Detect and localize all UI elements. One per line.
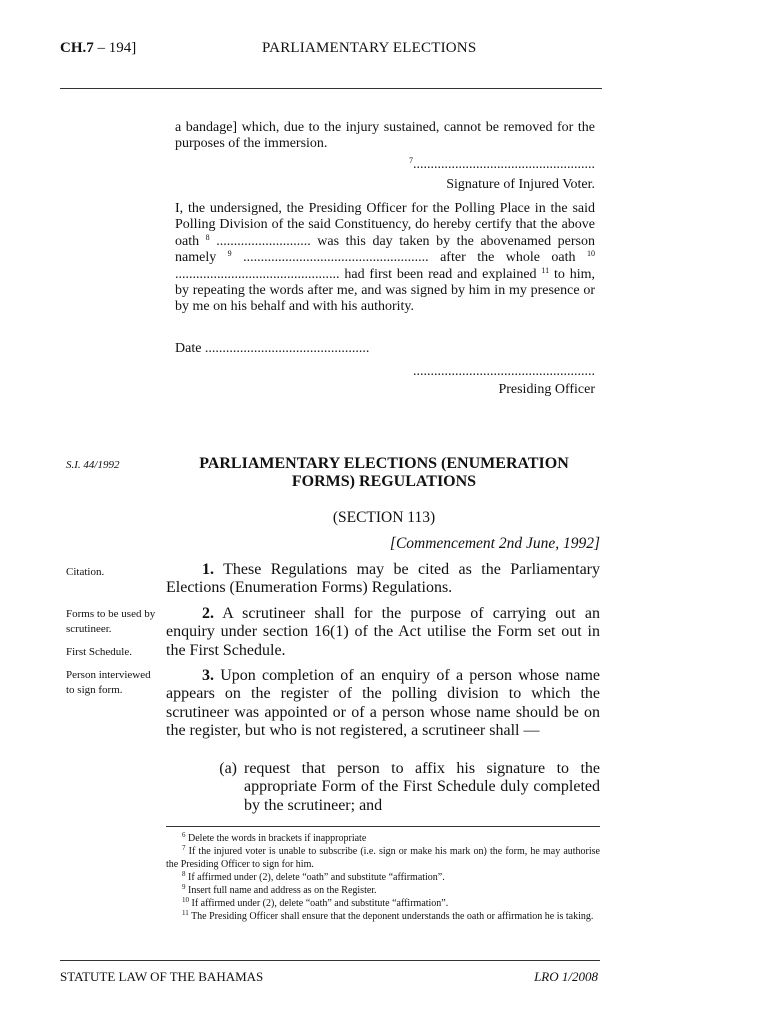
margin-note-citation: Citation. — [66, 566, 105, 578]
footnote-text: If the injured voter is unable to subscribe (i.e. sign or make his mark on) the form, he may authorise the Presiding Officer to sign for him. — [166, 846, 600, 870]
footnote-ref-9: 9 — [227, 249, 232, 259]
footnotes — [166, 832, 600, 923]
item-a-label: (a) — [219, 760, 237, 777]
margin-note-forms-used: Forms to be used by scrutineer. — [66, 608, 156, 635]
date-line: Date ............................................... — [175, 341, 370, 356]
margin-note-person-interviewed: Person interviewed to sign form. — [66, 669, 151, 696]
regulation-2-number: 2. — [202, 605, 214, 622]
regulation-1 — [166, 561, 600, 598]
presiding-officer-certificate — [175, 201, 595, 316]
footnote-9 — [166, 884, 600, 897]
page-reference: – 194] — [93, 40, 137, 56]
regulation-3-item-a — [166, 760, 600, 815]
regulation-1-number: 1. — [202, 561, 214, 578]
running-header-title: PARLIAMENTARY ELECTIONS — [262, 40, 477, 56]
footnote-number: 11 — [182, 909, 189, 917]
margin-note-si: S.I. 44/1992 — [66, 459, 120, 471]
footnote-8 — [166, 871, 600, 884]
running-header-chapter — [60, 40, 136, 57]
regulation-3-number: 3. — [202, 667, 214, 684]
footnote-ref-10: 10 — [587, 249, 595, 259]
footnote-ref-7: 7 — [409, 156, 413, 165]
regulation-2 — [166, 605, 600, 660]
presiding-officer-label: Presiding Officer — [498, 382, 595, 397]
footer-revision: LRO 1/2008 — [534, 969, 598, 984]
certificate-text-5: to him, by repeating the words after me, and was signed by him in my presence or by me on his behalf and with his authority. — [175, 266, 596, 315]
footnote-text: If affirmed under (2), delete “oath” and substitute “affirmation”. — [185, 872, 445, 883]
voter-signature-label: Signature of Injured Voter. — [446, 177, 595, 192]
footnote-ref-11: 11 — [541, 265, 550, 275]
signature-dots: .................................................... — [413, 157, 595, 172]
footnote-text: Delete the words in brackets if inappropriate — [185, 833, 367, 844]
oath-form-opening-text: a bandage] which, due to the injury sustained, cannot be removed for the purposes of the immersion. — [175, 120, 595, 152]
certificate-text-3: ..................................................... after the whole oath — [231, 250, 587, 266]
oath-form-continuation — [175, 120, 595, 153]
footnote-10 — [166, 897, 600, 910]
chapter-number: CH.7 — [60, 40, 94, 56]
footnote-11 — [166, 910, 600, 923]
item-a-text: request that person to affix his signature to the appropriate Form of the First Schedule duly completed by the scrutineer; and — [244, 760, 600, 814]
regulation-3-text: Upon completion of an enquiry of a person whose name appears on the register of the polling division to which the scrutineer was appointed or of a person whose name should be on the register, but who is not registered, a scrutineer shall — — [166, 667, 600, 740]
footnote-number: 9 — [182, 883, 186, 891]
footnote-number: 7 — [182, 844, 186, 852]
regulations-title: PARLIAMENTARY ELECTIONS (ENUMERATION FORMS) REGULATIONS — [199, 455, 569, 490]
header-divider — [60, 88, 602, 89]
footnote-text: The Presiding Officer shall ensure that the deponent understands the oath or affirmation he is taking. — [188, 911, 594, 922]
certificate-text-2: ........................... was this day taken by the abovenamed person namely — [175, 233, 595, 266]
footer-publication: STATUTE LAW OF THE BAHAMAS — [60, 969, 264, 984]
voter-signature-line — [175, 157, 595, 173]
margin-note-first-schedule: First Schedule. — [66, 646, 132, 658]
regulation-3 — [166, 667, 600, 741]
footnote-7 — [166, 845, 600, 871]
footnote-number: 10 — [182, 896, 189, 904]
officer-signature-dots: .................................................... — [413, 364, 595, 379]
footnote-number: 8 — [182, 870, 186, 878]
regulation-2-text: A scrutineer shall for the purpose of carrying out an enquiry under section 16(1) of the Act utilise the Form set out in the First Schedule. — [166, 605, 600, 659]
section-reference: (SECTION 113) — [332, 509, 436, 526]
footnote-number: 6 — [182, 831, 186, 839]
footnote-text: If affirmed under (2), delete “oath” and substitute “affirmation”. — [189, 898, 449, 909]
footer-divider — [60, 960, 600, 961]
footnote-text: Insert full name and address as on the Register. — [185, 885, 377, 896]
commencement-date: [Commencement 2nd June, 1992] — [389, 535, 600, 552]
certificate-text-4: ............................................... had first been read and explained — [175, 266, 542, 282]
certificate-text-1: I, the undersigned, the Presiding Officer for the Polling Place in the said Polling Division of the said Constituency, do hereby certify that the above oath — [175, 201, 595, 249]
footnote-ref-8: 8 — [205, 232, 210, 242]
footnote-6 — [166, 832, 600, 845]
footnote-divider — [166, 826, 600, 827]
regulation-1-text: These Regulations may be cited as the Parliamentary Elections (Enumeration Forms) Regulations. — [166, 561, 600, 597]
